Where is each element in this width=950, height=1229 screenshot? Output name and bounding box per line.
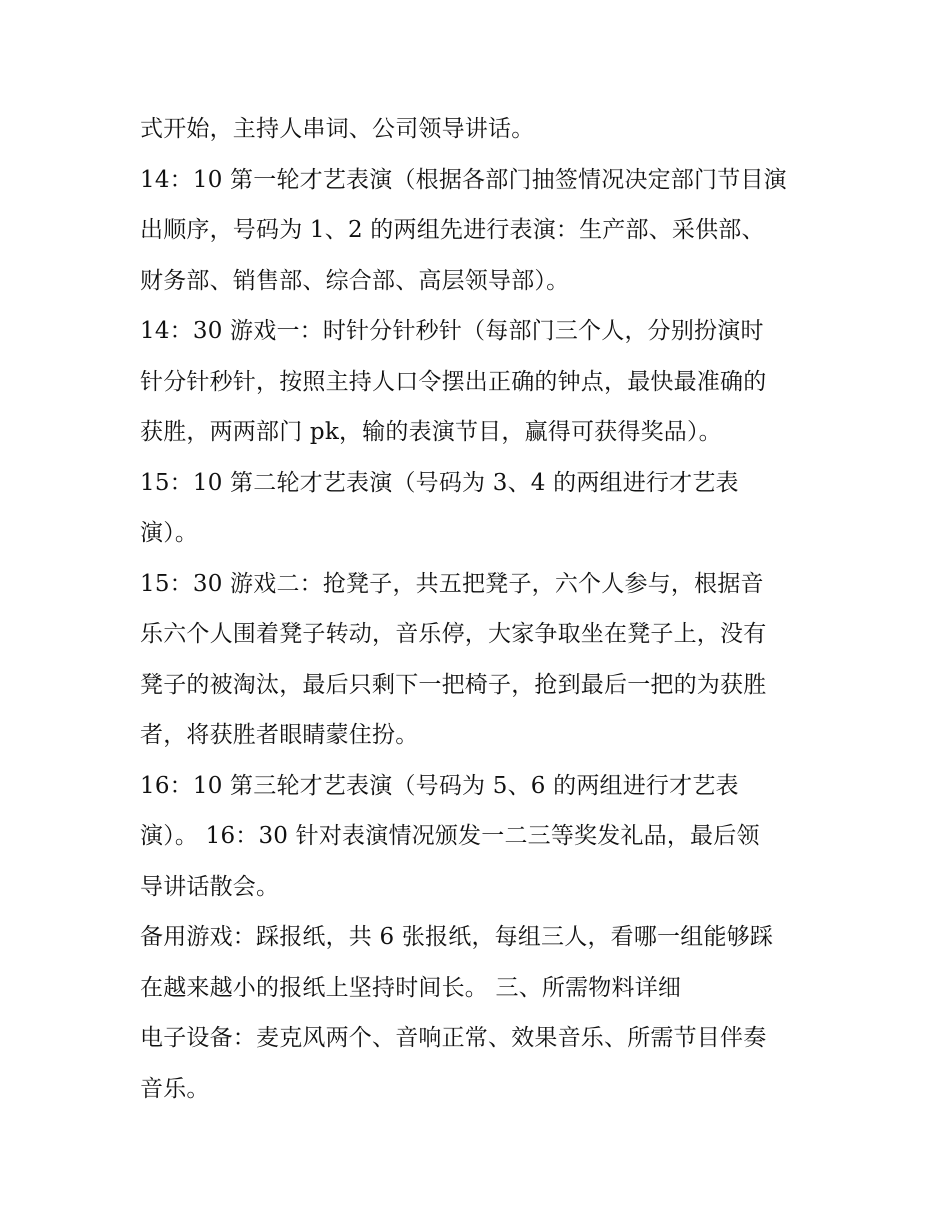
document-body	[140, 104, 820, 1114]
text-line: 14：10 第一轮才艺表演（根据各部门抽签情况决定部门节目演	[140, 166, 787, 193]
text-line: 备用游戏：踩报纸，共 6 张报纸，每组三人，看哪一组能够踩	[140, 924, 774, 950]
text-line: 音乐。	[140, 1075, 210, 1102]
text-line: 财务部、销售部、综合部、高层领导部）。	[140, 267, 570, 294]
text-line: 式开始，主持人串词、公司领导讲话。	[140, 116, 535, 142]
text-line: 导讲话散会。	[140, 873, 280, 900]
text-line: 15：30 游戏二：抢凳子，共五把凳子，六个人参与，根据音	[140, 570, 764, 597]
text-line: 获胜，两两部门 pk，输的表演节目，赢得可获得奖品）。	[140, 419, 722, 445]
text-line: 出顺序，号码为 1、2 的两组先进行表演：生产部、采供部、	[140, 217, 765, 243]
text-line: 针分针秒针，按照主持人口令摆出正确的钟点，最快最准确的	[140, 368, 767, 395]
text-line: 乐六个人围着凳子转动，音乐停，大家争取坐在凳子上，没有	[140, 621, 767, 647]
text-line: 在越来越小的报纸上坚持时间长。 三、所需物料详细	[140, 974, 682, 1001]
text-line: 电子设备：麦克风两个、音响正常、效果音乐、所需节目伴奏	[140, 1025, 767, 1051]
text-line: 15：10 第二轮才艺表演（号码为 3、4 的两组进行才艺表	[140, 469, 739, 496]
text-line: 演）。 16：30 针对表演情况颁发一二三等奖发礼品，最后领	[140, 823, 760, 849]
text-line: 凳子的被淘汰，最后只剩下一把椅子，抢到最后一把的为获胜	[140, 671, 767, 698]
text-line: 16：10 第三轮才艺表演（号码为 5、6 的两组进行才艺表	[140, 772, 739, 799]
text-line: 者，将获胜者眼睛蒙住扮。	[140, 722, 419, 748]
text-line: 演）。	[140, 520, 199, 546]
text-line: 14：30 游戏一：时针分针秒针（每部门三个人，分别扮演时	[140, 318, 764, 344]
